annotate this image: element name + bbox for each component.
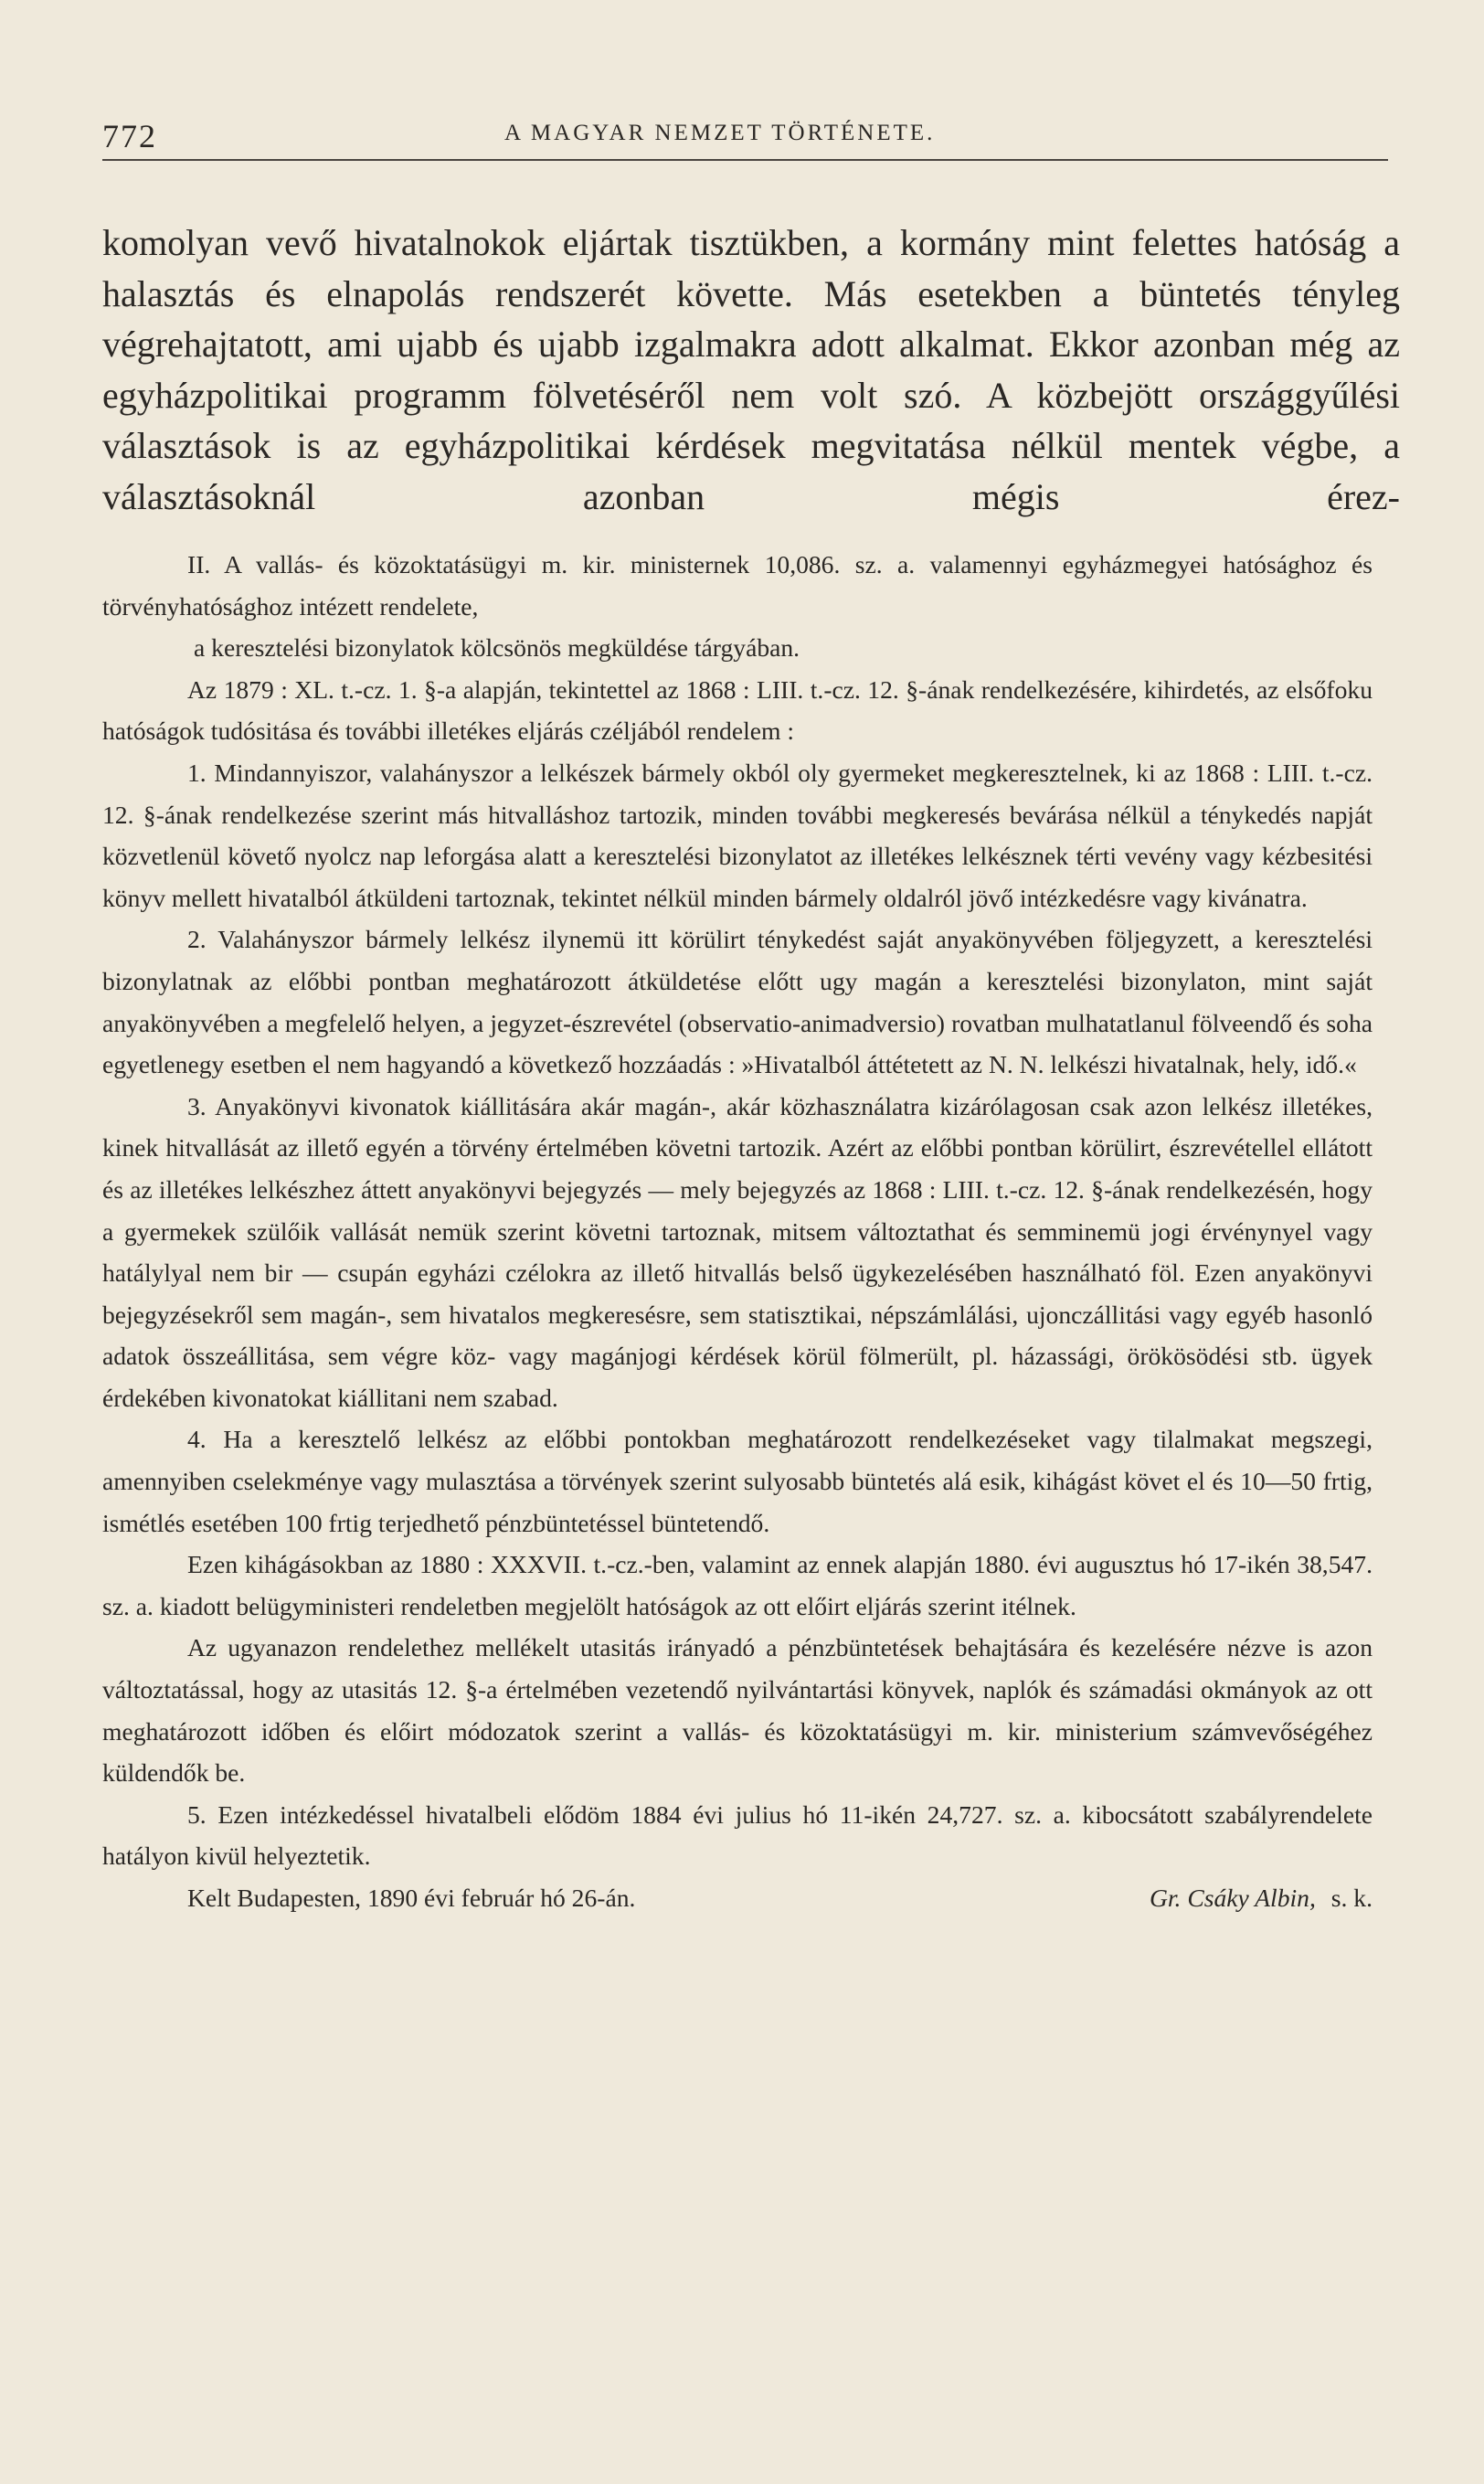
- running-header: [102, 108, 1388, 161]
- signer-name: Gr. Csáky Albin,: [1149, 1884, 1316, 1912]
- main-text-block: [102, 218, 1400, 522]
- decree-paragraph-1: 1. Mindannyiszor, valahányszor a lelkészek bármely okból oly gyermeket megkeresztelnek, ki az 1868 : LIII. t.-cz. 12. §-ának rendelkezése szerint más hitvalláshoz tartozik, minden további megkeresés bevárása nélkül a ténykedés napját közvetlenül követő nyolcz nap leforgása alatt a keresztelési bizonylatot az illetékes lelkésznek térti vevény vagy kézbesitési könyv mellett hivatalból átküldeni tartoznak, tekintet nélkül minden bármely oldalról jövő intézkedésre vagy kivánatra.: [102, 758, 1373, 912]
- main-paragraph: komolyan vevő hivatalnokok eljártak tisztükben, a kormány mint felettes hatóság a halasztás és elnapolás rendszerét követte. Más esetekben a büntetés tényleg végrehajtatott, ami ujabb és ujabb izgalmakra adott alkalmat. Ekkor azonban még az egyházpolitikai programm fölvetéséről nem volt szó. A közbejött országgyűlési választások is az egyházpolitikai kérdések megvitatása nélkül mentek végbe, a választásoknál azonban mégis érez-: [102, 222, 1400, 517]
- decree-heading: II. A vallás- és közoktatásügyi m. kir. ministernek 10,086. sz. a. valamennyi egyházmegyei hatósághoz és törvényhatósághoz intézett rendelete,: [102, 550, 1373, 621]
- decree-paragraph-4-collection: Az ugyanazon rendelethez mellékelt utasitás irányadó a pénzbüntetések behajtására és kezelésére nézve is azon változtatással, hogy az utasitás 12. §-a értelmében vezetendő nyilvántartási könyvek, naplók és számadási okmányok az ott meghatározott időben és előirt módozatok szerint a vallás- és közoktatásügyi m. kir. ministerium számvevőségéhez küldendők be.: [102, 1633, 1373, 1788]
- decree-paragraph-5: 5. Ezen intézkedéssel hivatalbeli elődöm 1884 évi julius hó 11-ikén 24,727. sz. a. kibocsátott szabályrendelete hatályon kivül helyeztetik.: [102, 1799, 1373, 1871]
- decree-text-block: [102, 544, 1373, 1919]
- place-date: Kelt Budapesten, 1890 évi február hó 26-án.: [187, 1884, 636, 1912]
- decree-paragraph-4-jurisdiction: Ezen kihágásokban az 1880 : XXXVII. t.-cz.-ben, valamint az ennek alapján 1880. évi augusztus hó 17-ikén 38,547. sz. a. kiadott belügyministeri rendeletben megjelölt hatóságok az ott előirt eljárás szerint itélnek.: [102, 1550, 1373, 1620]
- decree-closing: [102, 1877, 1373, 1919]
- running-title: A MAGYAR NEMZET TÖRTÉNETE.: [504, 121, 936, 145]
- decree-paragraph-3: 3. Anyakönyvi kivonatok kiállitására akár magán-, akár közhasználatra kizárólagosan csak azon lelkész illetékes, kinek hitvallását az illető egyén a törvény értelmében követni tartozik. Azért az előbbi pontban körülirt, észrevétellel ellátott és az illetékes lelkészhez áttett anyakönyvi bejegyzés — mely bejegyzés az 1868 : LIII. t.-cz. 12. §-ának rendelkezésén, hogy a gyermekek szülőik vallását nemük szerint követni tartoznak, mitsem változtathat és semminemü jogi érvénynyel vagy hatálylyal nem bir — csupán egyházi czélokra az illető hitvallás belső ügykezelésében használható föl. Ezen anyakönyvi bejegyzésekről sem magán-, sem hivatalos megkeresésre, sem statisztikai, népszámlálási, ujonczállitási vagy egyéb hasonló adatok összeállitása, sem végre köz- vagy magánjogi kérdések körül fölmerült, pl. házassági, örökösödési stb. ügyek érdekében kivonatokat kiállitani nem szabad.: [102, 1091, 1373, 1412]
- signature: [1150, 1877, 1373, 1919]
- decree-subject: a keresztelési bizonylatok kölcsönös megküldése tárgyában.: [194, 633, 800, 663]
- decree-paragraph-4: 4. Ha a keresztelő lelkész az előbbi pontokban meghatározott rendelkezéseket vagy tilalmakat megszegi, amennyiben cselekménye vagy mulasztása a törvények szerint sulyosabb büntetés alá esik, kihágást követ el és 10—50 frtig, ismétlés esetében 100 frtig terjedhető pénzbüntetéssel büntetendő.: [102, 1425, 1373, 1537]
- decree-preamble: Az 1879 : XL. t.-cz. 1. §-a alapján, tekintettel az 1868 : LIII. t.-cz. 12. §-ának rendelkezésére, kihirdetés, az elsőfoku hatóságok tudósitása és további illetékes eljárás czéljából rendelem :: [102, 674, 1373, 746]
- decree-paragraph-2: 2. Valahányszor bármely lelkész ilynemü itt körülirt ténykedést saját anyakönyvében följegyzett, a keresztelési bizonylatnak az előbbi pontban meghatározott átküldetése előtt ugy magán a keresztelési bizonylaton, mint saját anyakönyvében a megfelelő helyen, a jegyzet-észrevétel (observatio-animadversio) rovatban mulhatatlanul fölveendő és soha egyetlenegy esetben el nem hagyandó a következő hozzáadás : »Hivatalból áttétetett az N. N. lelkészi hivatalnak, hely, idő.«: [102, 925, 1373, 1079]
- signer-suffix: s. k.: [1330, 1884, 1373, 1912]
- page-number: 772: [102, 118, 157, 154]
